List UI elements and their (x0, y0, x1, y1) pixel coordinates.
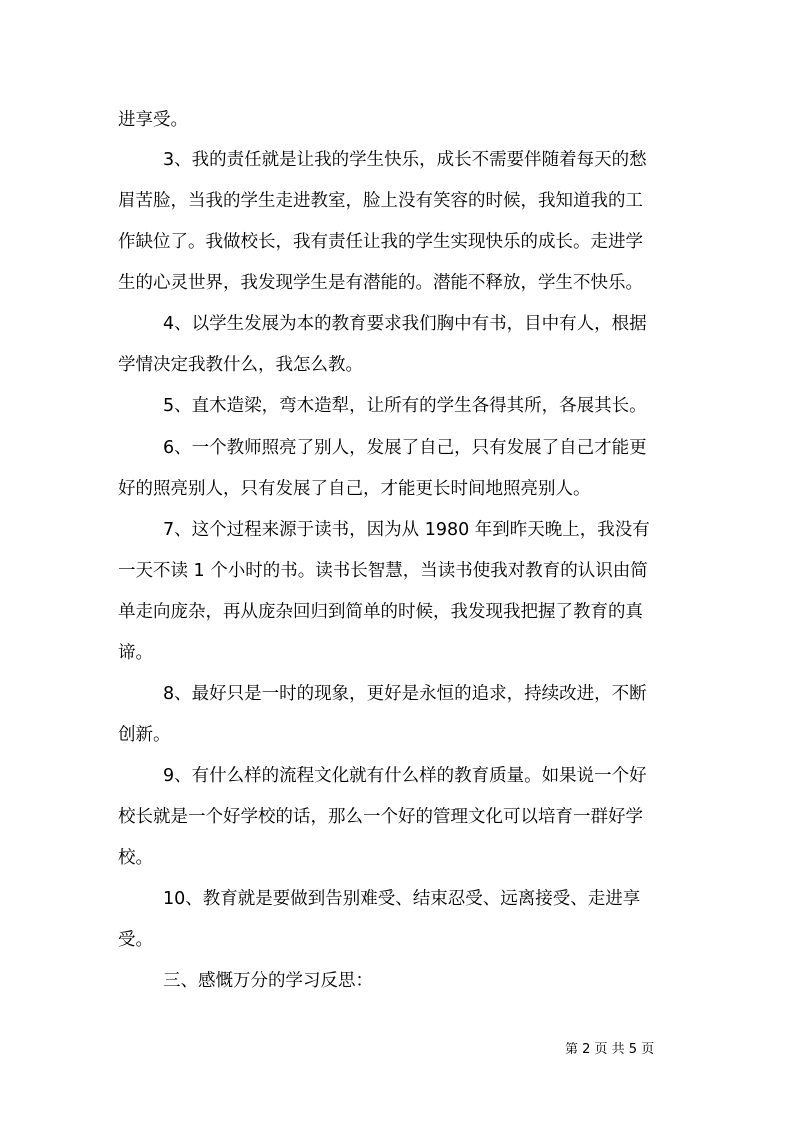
page-number: 第 2 页 共 5 页 (565, 1042, 655, 1057)
paragraph-4-line-1: 好的照亮别人，只有发展了自己，才能更长时间地照亮别人。 (118, 479, 591, 499)
paragraph-1-line-0: 3、我的责任就是让我的学生快乐，成长不需要伴随着每天的愁 (163, 150, 647, 170)
paragraph-5-line-3: 谛。 (118, 643, 153, 663)
paragraph-6-line-0: 8、最好只是一时的现象，更好是永恒的追求，持续改进，不断 (163, 684, 647, 704)
paragraph-2-line-0: 4、以学生发展为本的教育要求我们胸中有书，目中有人，根据 (163, 314, 647, 334)
paragraph-0-line-0: 进享受。 (118, 110, 188, 130)
paragraph-1-line-2: 作缺位了。我做校长，我有责任让我的学生实现快乐的成长。走进学 (118, 232, 643, 252)
paragraph-1-line-3: 生的心灵世界，我发现学生是有潜能的。潜能不释放，学生不快乐。 (118, 273, 643, 293)
paragraph-5-line-1: 一天不读 1 个小时的书。读书长智慧，当读书使我对教育的认识由简 (118, 561, 648, 581)
paragraph-3-line-0: 5、直木造梁，弯木造犁，让所有的学生各得其所，各展其长。 (163, 396, 647, 416)
paragraph-8-line-1: 受。 (118, 930, 153, 950)
paragraph-1-line-1: 眉苦脸，当我的学生走进教室，脸上没有笑容的时候，我知道我的工 (118, 191, 643, 211)
paragraph-7-line-0: 9、有什么样的流程文化就有什么样的教育质量。如果说一个好 (163, 766, 647, 786)
section-heading: 三、感慨万分的学习反思： (163, 971, 373, 991)
paragraph-7-line-2: 校。 (118, 848, 153, 868)
paragraph-5-line-2: 单走向庞杂，再从庞杂回归到简单的时候，我发现我把握了教育的真 (118, 602, 643, 622)
paragraph-2-line-1: 学情决定我教什么，我怎么教。 (118, 355, 363, 375)
paragraph-5-line-0: 7、这个过程来源于读书，因为从 1980 年到昨天晚上，我没有 (163, 520, 650, 540)
paragraph-6-line-1: 创新。 (118, 725, 171, 745)
paragraph-4-line-0: 6、一个教师照亮了别人，发展了自己，只有发展了自己才能更 (163, 438, 647, 458)
paragraph-8-line-0: 10、教育就是要做到告别难受、结束忍受、远离接受、走进享 (163, 889, 641, 909)
paragraph-7-line-1: 校长就是一个好学校的话，那么一个好的管理文化可以培育一群好学 (118, 807, 643, 827)
